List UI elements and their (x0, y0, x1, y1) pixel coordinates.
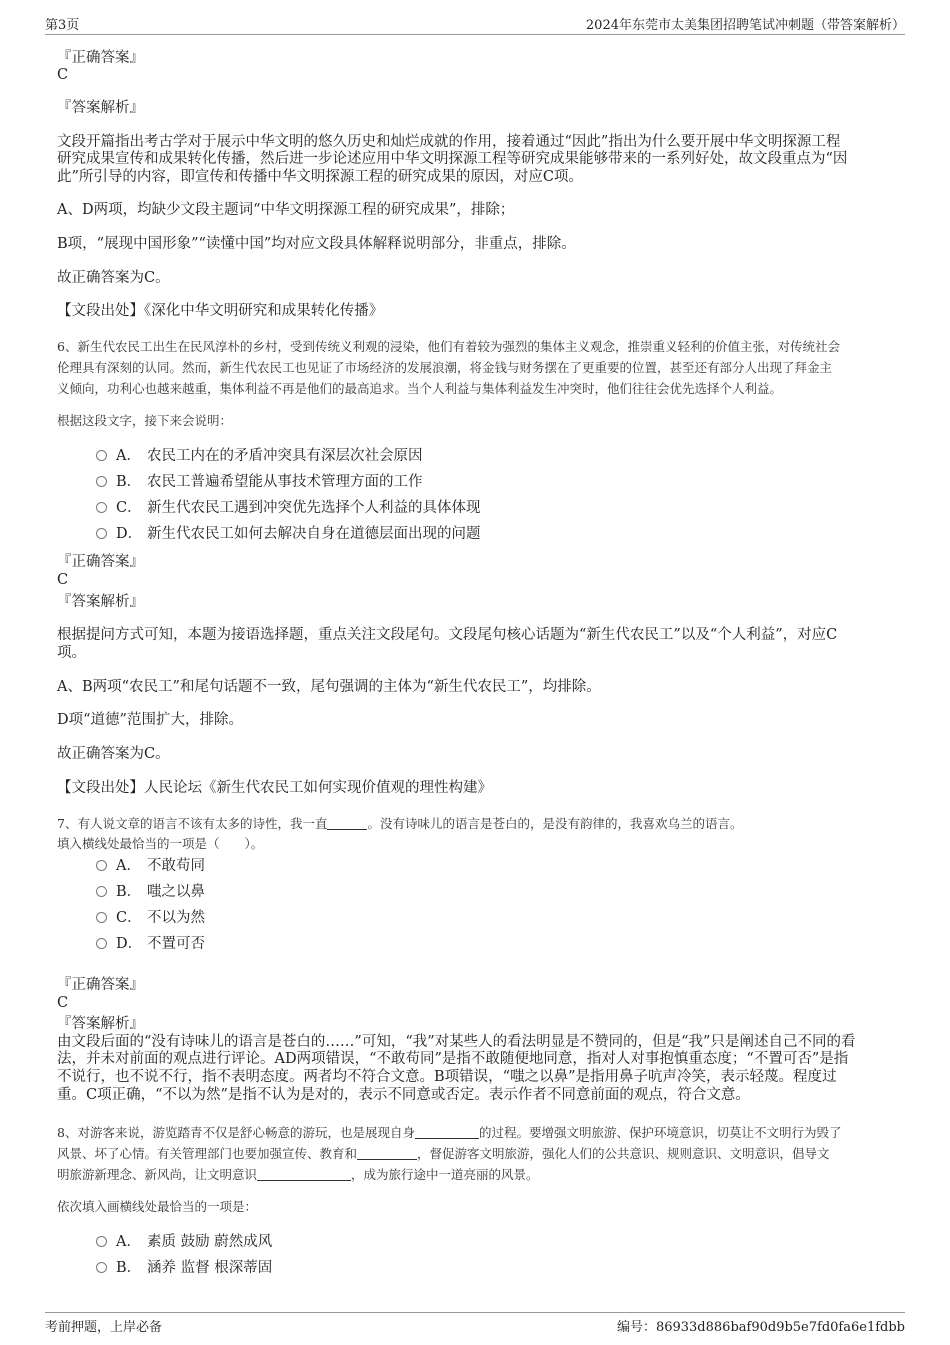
q8-stem-line-1: 8、对游客来说，游览踏青不仅是舒心畅意的游玩，也是展现自身 的过程。要增强文明旅游、保护环境意识，切莫让不文明行为毁了 (57, 1125, 842, 1140)
q6-stem-line-1: 6、新生代农民工出生在民风淳朴的乡村，受到传统义利观的浸染，他们有着较为强烈的集体主义观念，推崇重义轻利的价值主张，对传统社会 (57, 339, 840, 354)
q7-stem: 7、有人说文章的语言不该有太多的诗性，我一直 。没有诗味儿的语言是苍白的，是没有韵律的，我喜欢乌兰的语言。 (57, 816, 743, 831)
q7-option-b[interactable]: B． 嗤之以鼻 (96, 883, 205, 901)
q6-source: 【文段出处】人民论坛《新生代农民工如何实现价值观的理性构建》 (57, 780, 492, 796)
q5-analysis-line-1: 文段开篇指出考古学对于展示中华文明的悠久历史和灿烂成就的作用，接着通过“因此”指出为什么要开展中华文明探源工程 (57, 134, 841, 150)
radio-icon[interactable] (96, 912, 107, 923)
footer-slogan: 考前押题，上岸必备 (45, 1320, 163, 1335)
q7-analysis-line-2: 法，并未对前面的观点进行评论。AD两项错误，“不敢苟同”是指不敢随便地同意，指对人对事抱慎重态度；“不置可否”是指 (57, 1051, 849, 1067)
q6-stem-line-2: 伦理具有深刻的认同。然而，新生代农民工也见证了市场经济的发展浪潮，将金钱与财务摆在了更重要的位置，甚至还有部分人出现了拜金主 (57, 360, 833, 375)
q5-analysis-line-3: 此”所引导的内容，即宣传和传播中华文明探源工程的研究成果的原因，对应C项。 (57, 169, 584, 185)
fill-blank (257, 1167, 351, 1181)
q7-option-a[interactable]: A． 不敢苟同 (96, 857, 205, 875)
page-number: 第3页 (45, 18, 80, 33)
q5-conclusion: 故正确答案为C。 (57, 270, 170, 286)
q6-answer-label: 『正确答案』 (57, 554, 144, 570)
q5-answer: C (57, 67, 69, 83)
radio-icon[interactable] (96, 502, 107, 513)
fill-blank (357, 1146, 417, 1160)
q7-option-d[interactable]: D． 不置可否 (96, 935, 205, 953)
q5-analysis-label: 『答案解析』 (57, 100, 144, 116)
q7-answer: C (57, 995, 69, 1011)
page-footer (45, 1312, 905, 1335)
document-title: 2024年东莞市太美集团招聘笔试冲刺题（带答案解析） (585, 18, 905, 33)
q6-analysis-line-1: 根据提问方式可知，本题为接语选择题，重点关注文段尾句。文段尾句核心话题为“新生代农民工”以及“个人利益”，对应C (57, 627, 838, 643)
radio-icon[interactable] (96, 860, 107, 871)
q7-analysis-label: 『答案解析』 (57, 1016, 144, 1032)
radio-icon[interactable] (96, 1262, 107, 1273)
q6-exclude-ab: A、B两项“农民工”和尾句话题不一致，尾句强调的主体为“新生代农民工”，均排除。 (57, 679, 601, 695)
page-header (45, 14, 905, 35)
radio-icon[interactable] (96, 528, 107, 539)
fill-blank (327, 816, 367, 830)
q8-option-b[interactable]: B． 涵养 监督 根深蒂固 (96, 1259, 272, 1277)
q8-prompt: 依次填入画横线处最恰当的一项是： (57, 1199, 258, 1214)
radio-icon[interactable] (96, 938, 107, 949)
q6-prompt: 根据这段文字，接下来会说明： (57, 413, 233, 428)
radio-icon[interactable] (96, 1236, 107, 1247)
q5-analysis-line-2: 研究成果宣传和成果转化传播，然后进一步论述应用中华文明探源工程等研究成果能够带来的一系列好处，故文段重点为“因 (57, 151, 848, 167)
q8-stem-line-2: 风景、坏了心情。有关管理部门也要加强宣传、教育和 ，督促游客文明旅游，强化人们的公共意识、规则意识、文明意识，倡导文 (57, 1146, 830, 1161)
q6-option-b[interactable]: B． 农民工普遍希望能从事技术管理方面的工作 (96, 473, 423, 491)
q7-analysis-line-3: 不说行，也不说不行，指不表明态度。两者均不符合文意。B项错误，“嗤之以鼻”是指用鼻子吭声冷笑，表示轻蔑。程度过 (57, 1069, 837, 1085)
q7-option-c[interactable]: C． 不以为然 (96, 909, 205, 927)
q8-stem-line-3: 明旅游新理念、新风尚，让文明意识 ，成为旅行途中一道亮丽的风景。 (57, 1167, 539, 1182)
q6-option-a[interactable]: A． 农民工内在的矛盾冲突具有深层次社会原因 (96, 447, 423, 465)
q5-exclude-b: B项，“展现中国形象”“读懂中国”均对应文段具体解释说明部分，非重点，排除。 (57, 236, 576, 252)
radio-icon[interactable] (96, 886, 107, 897)
q6-conclusion: 故正确答案为C。 (57, 746, 170, 762)
document-id: 编号：86933d886baf90d9b5e7fd0fa6e1fdbb (616, 1320, 905, 1335)
q6-option-c[interactable]: C． 新生代农民工遇到冲突优先选择个人利益的具体体现 (96, 499, 481, 517)
q6-analysis-line-2: 项。 (57, 645, 86, 661)
q7-analysis-line-1: 由文段后面的“没有诗味儿的语言是苍白的……”可知，“我”对某些人的看法明显是不赞同的，但是“我”只是阐述自己不同的看 (57, 1034, 856, 1050)
q6-analysis-label: 『答案解析』 (57, 594, 144, 610)
q8-option-a[interactable]: A． 素质 鼓励 蔚然成风 (96, 1233, 272, 1251)
q7-prompt: 填入横线处最恰当的一项是（ ）。 (57, 836, 264, 851)
q6-exclude-d: D项“道德”范围扩大，排除。 (57, 712, 243, 728)
radio-icon[interactable] (96, 450, 107, 461)
q6-stem-line-3: 义倾向，功利心也越来越重，集体利益不再是他们的最高追求。当个人利益与集体利益发生冲突时，他们往往会优先选择个人利益。 (57, 381, 783, 396)
q5-answer-label: 『正确答案』 (57, 50, 144, 66)
q6-answer: C (57, 572, 69, 588)
q5-source: 【文段出处】《深化中华文明研究和成果转化传播》 (57, 303, 384, 319)
fill-blank (415, 1125, 479, 1139)
q7-answer-label: 『正确答案』 (57, 977, 144, 993)
q5-exclude-ad: A、D两项，均缺少文段主题词“中华文明探源工程的研究成果”，排除； (57, 202, 515, 218)
radio-icon[interactable] (96, 476, 107, 487)
q7-analysis-line-4: 重。C项正确，“不以为然”是指不认为是对的，表示不同意或否定。表示作者不同意前面的观点，符合文意。 (57, 1087, 750, 1103)
q6-option-d[interactable]: D． 新生代农民工如何去解决自身在道德层面出现的问题 (96, 525, 481, 543)
